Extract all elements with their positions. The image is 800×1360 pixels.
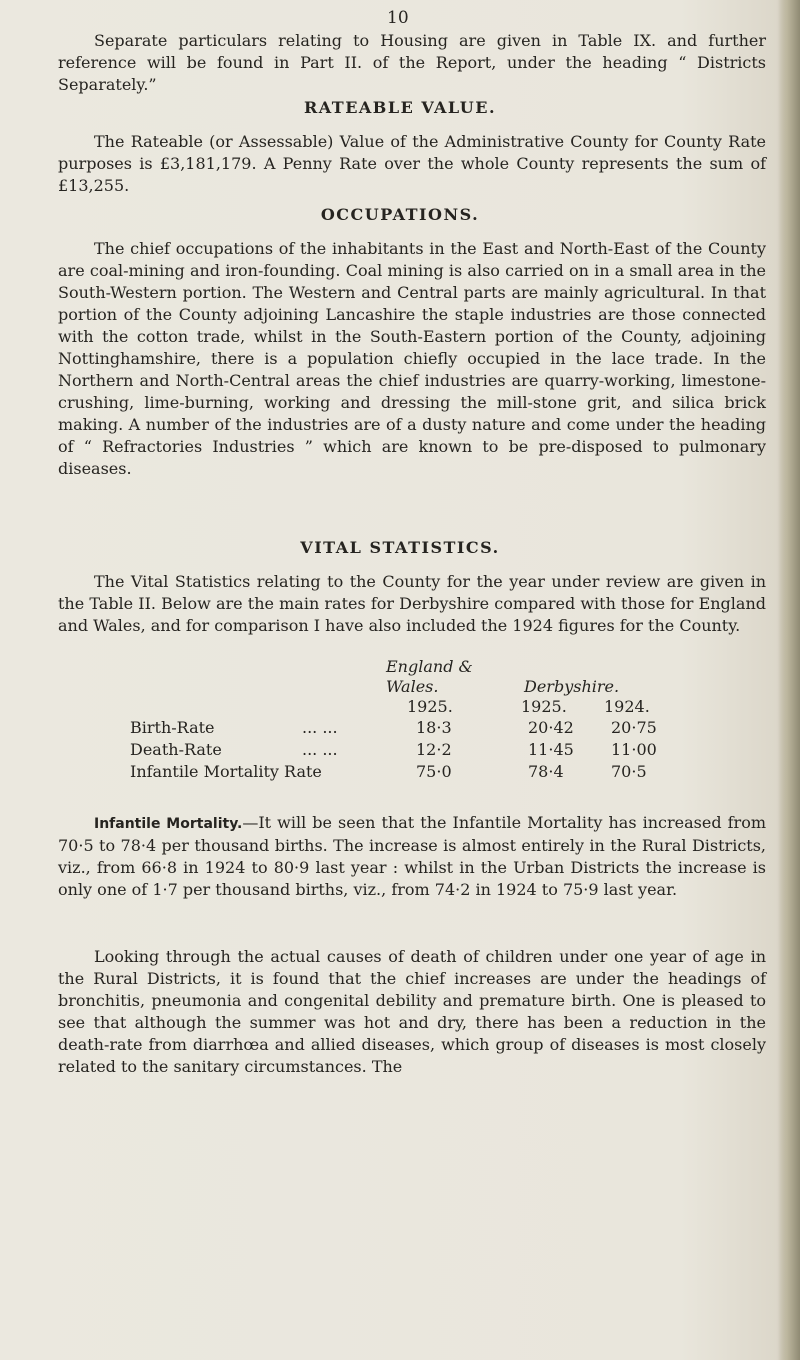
row-leader: ... ... (302, 718, 338, 737)
cell-birth-db-1925: 20·42 (528, 718, 574, 737)
cell-infant-db-1925: 78·4 (528, 762, 564, 781)
cell-death-db-1924: 11·00 (611, 740, 657, 759)
year-col-2: 1925. (521, 697, 567, 716)
cell-infant-db-1924: 70·5 (611, 762, 647, 781)
heading-occupations: OCCUPATIONS. (320, 205, 480, 224)
cell-birth-ew-1925: 18·3 (416, 718, 452, 737)
infantile-mortality-paragraph (58, 812, 766, 901)
row-leader: ... ... (302, 740, 338, 759)
row-label-birth-rate: Birth-Rate (130, 718, 215, 737)
year-col-3: 1924. (604, 697, 650, 716)
page-number: 10 (387, 8, 409, 28)
infantile-mortality-text: —It will be seen that the Infantile Mortality has increased from 70·5 to 78·4 per thousand births. The increase is almost entirely in the Rural Districts, viz., from 66·8 in 1924 to 80·9 last year : whilst in the Urban Districts the increase is only one of 1·7 per thousand births, viz., from 74·2 in 1924 to 75·9 last year. (58, 813, 766, 899)
cell-death-ew-1925: 12·2 (416, 740, 452, 759)
heading-vital-statistics: VITAL STATISTICS. (300, 538, 500, 557)
closing-paragraph: Looking through the actual causes of death of children under one year of age in the Rural Districts, it is found that the chief increases are under the headings of bronchitis, pneumonia and congenital debility and premature birth. One is pleased to see that although the summer was hot and dry, there has been a reduction in the death-rate from diarrhœa and allied diseases, which group of diseases is most closely related to the sanitary circumstances. The (58, 947, 766, 1076)
intro-paragraph: Separate particulars relating to Housing are given in Table IX. and further reference will be found in Part II. of the Report, under the heading “ Districts Separately.” (58, 31, 766, 94)
header-derbyshire: Derbyshire. (524, 677, 620, 696)
year-col-1: 1925. (407, 697, 453, 716)
row-label-death-rate: Death-Rate (130, 740, 222, 759)
heading-rateable-value: RATEABLE VALUE. (303, 98, 497, 117)
page-edge-shadow (778, 0, 800, 1360)
cell-infant-ew-1925: 75·0 (416, 762, 452, 781)
header-england-wales-line2: Wales. (386, 677, 439, 696)
cell-birth-db-1924: 20·75 (611, 718, 657, 737)
occupations-paragraph: The chief occupations of the inhabitants in the East and North-East of the County are coal-mining and iron-founding. Coal mining is also carried on in a small area in the South-Western portion. The Western and Central parts are mainly agricultural. In that portion of the County adjoining Lancashire the staple industries are those connected with the cotton trade, whilst in the South-Eastern portion of the County, adjoining Nottinghamshire, there is a population chiefly occupied in the lace trade. In the Northern and North-Central areas the chief industries are quarry-working, limestone-crushing, lime-burning, working and dressing the mill-stone grit, and silica brick making. A number of the industries are of a dusty nature and come under the heading of “ Refractories Industries ” which are known to be pre-disposed to pulmonary diseases. (58, 239, 766, 478)
cell-death-db-1925: 11·45 (528, 740, 574, 759)
header-england-wales-line1: England & (386, 657, 473, 676)
vital-statistics-paragraph: The Vital Statistics relating to the County for the year under review are given in the Table II. Below are the main rates for Derbyshire compared with those for England and Wales, and for comparison I have also included the 1924 figures for the County. (58, 572, 766, 635)
rateable-value-paragraph: The Rateable (or Assessable) Value of the Administrative County for County Rate purposes is £3,181,179. A Penny Rate over the whole County represents the sum of £13,255. (58, 132, 766, 195)
infantile-mortality-run-in-heading: Infantile Mortality. (94, 816, 243, 832)
row-label-infantile-mortality: Infantile Mortality Rate (130, 762, 322, 781)
